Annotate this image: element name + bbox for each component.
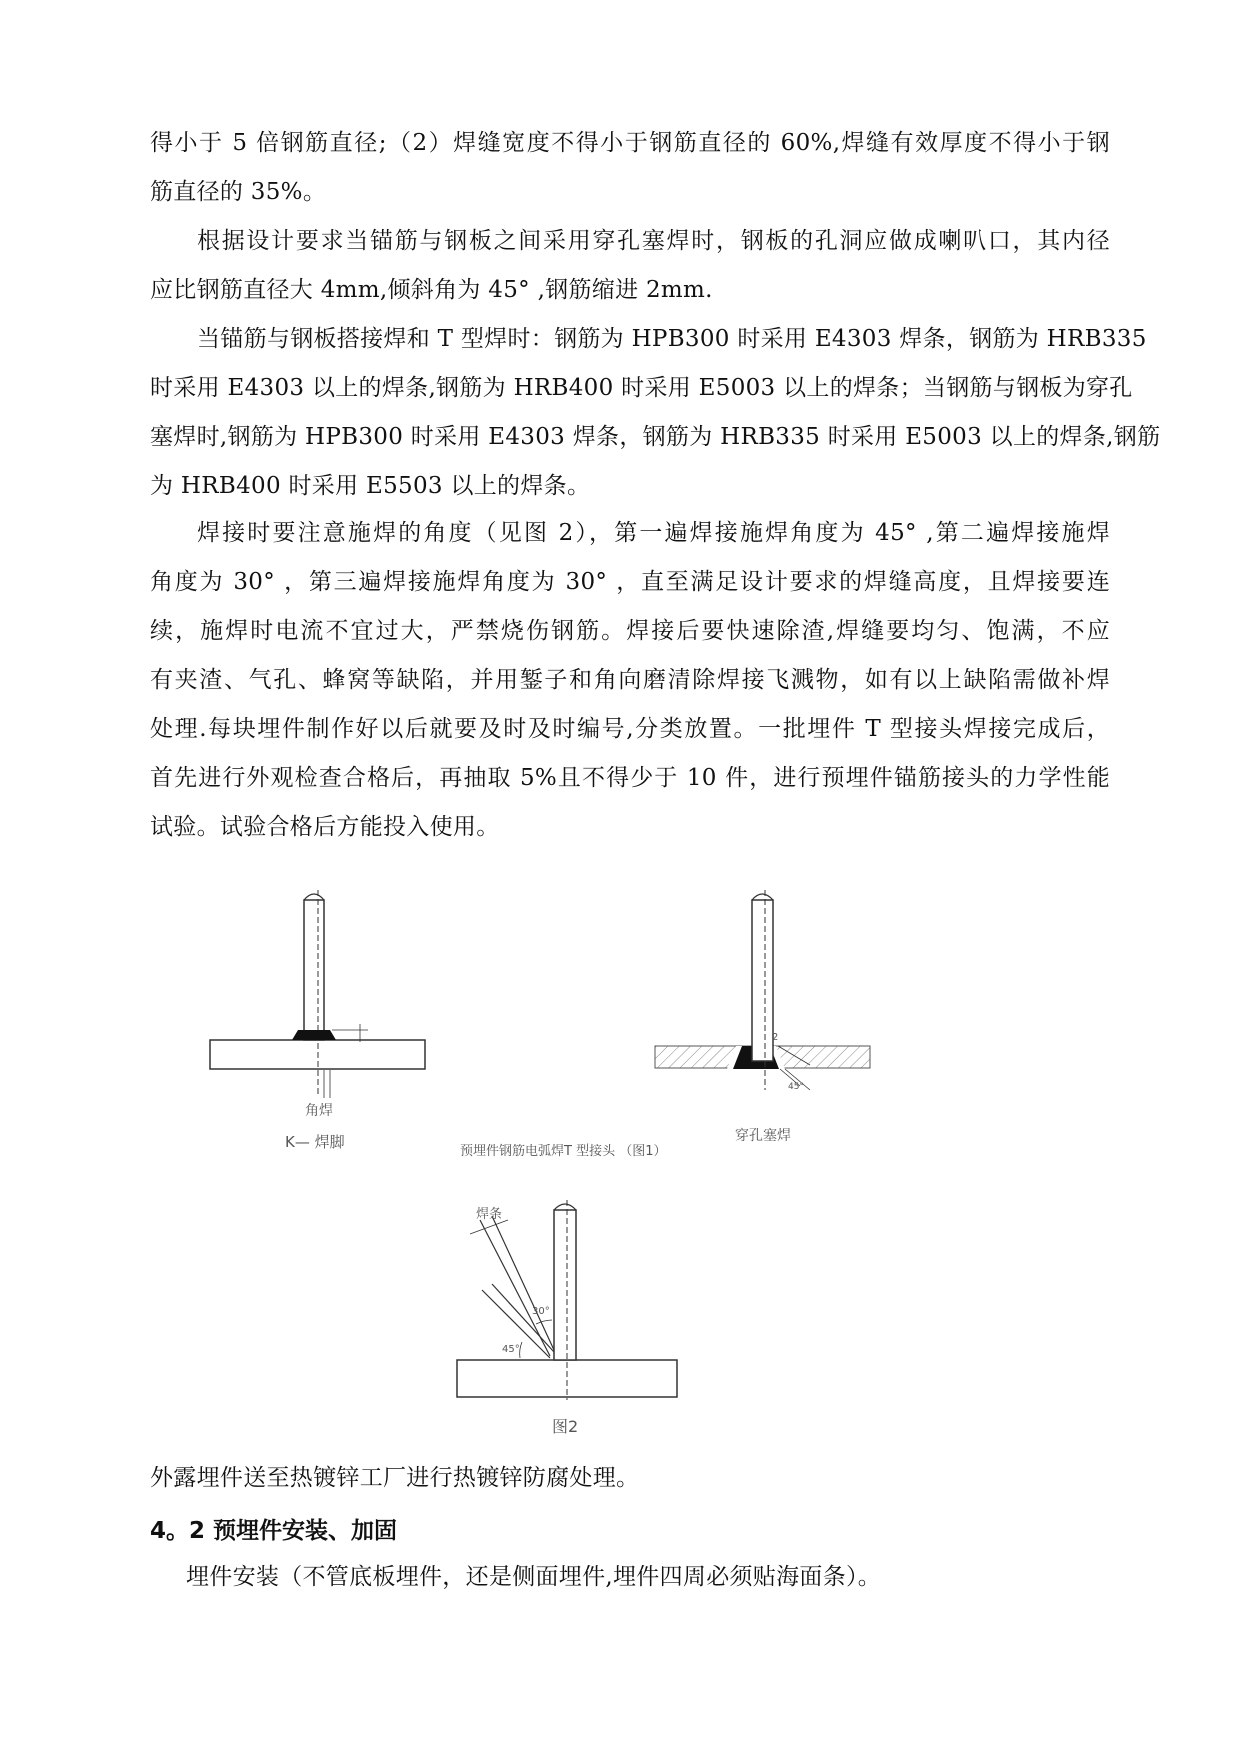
- text-line: 塞焊时,钢筋为 HPB300 时采用 E4303 焊条，钢筋为 HRB335 时采用 E5003 以上的焊条,钢筋: [150, 424, 1161, 450]
- paragraph-3: [150, 315, 1161, 511]
- text-line: 时采用 E4303 以上的焊条,钢筋为 HRB400 时采用 E5003 以上的焊条；当钢筋与钢板为穿孔: [150, 375, 1133, 401]
- paragraph-2: [150, 217, 1110, 315]
- text-line: 外露埋件送至热镀锌工厂进行热镀锌防腐处理。: [150, 1465, 640, 1491]
- text-line: 处理.每块埋件制作好以后就要及时及时编号,分类放置。一批埋件 T 型接头焊接完成后，: [150, 716, 1110, 742]
- text-line: 当锚筋与钢板搭接焊和 T 型焊时：钢筋为 HPB300 时采用 E4303 焊条，钢筋为 HRB335: [197, 326, 1147, 352]
- text-line: 埋件安装（不管底板埋件，还是侧面埋件,埋件四周必须贴海面条）。: [186, 1564, 882, 1590]
- welding-rod-label: 焊条: [476, 1207, 503, 1222]
- text-line: 试验。试验合格后方能投入使用。: [150, 814, 500, 840]
- figure-1: [200, 880, 900, 1170]
- text-line: 角度为 30° ，第三遍焊接施焊角度为 30° ，直至满足设计要求的焊缝高度，且焊接要连: [150, 569, 1110, 595]
- text-line: 根据设计要求当锚筋与钢板之间采用穿孔塞焊时，钢板的孔洞应做成喇叭口，其内径: [197, 228, 1110, 254]
- fillet-weld-drawing: [210, 890, 425, 1151]
- figure-1-caption: 预埋件钢筋电弧焊T 型接头 （图1）: [460, 1144, 667, 1159]
- paragraph-4: [150, 509, 1110, 852]
- text-line: 续，施焊时电流不宜过大，严禁烧伤钢筋。焊接后要快速除渣,焊缝要均匀、饱满，不应: [150, 618, 1110, 644]
- text-line: 筋直径的 35%。: [150, 179, 327, 205]
- text-line: 焊接时要注意施焊的角度（见图 2），第一遍焊接施焊角度为 45° ,第二遍焊接施焊: [197, 520, 1110, 546]
- text-line: 有夹渣、气孔、蜂窝等缺陷，并用錾子和角向磨清除焊接飞溅物，如有以上缺陷需做补焊: [150, 667, 1110, 693]
- paragraph-6: [150, 1553, 1110, 1602]
- weld-leg-legend: K— 焊脚: [285, 1133, 345, 1151]
- plug-weld-drawing: [655, 890, 870, 1144]
- angle-45-label: 45°: [502, 1344, 520, 1355]
- paragraph-1: [150, 119, 1110, 217]
- text-line: 首先进行外观检查合格后，再抽取 5%且不得少于 10 件，进行预埋件锚筋接头的力学性能: [150, 765, 1110, 791]
- fillet-weld-label: 角焊: [305, 1103, 333, 1119]
- paragraph-5: [150, 1454, 1110, 1503]
- section-heading: 4。2 预埋件安装、加固: [150, 1518, 398, 1544]
- text-line: 应比钢筋直径大 4mm,倾斜角为 45° ,钢筋缩进 2mm.: [150, 277, 713, 303]
- figure-2-caption: 图2: [552, 1417, 579, 1436]
- plug-angle-label: 45°: [788, 1082, 804, 1092]
- figure-2: [440, 1200, 700, 1440]
- plug-depth-label: 2: [772, 1032, 779, 1043]
- plug-weld-label: 穿孔塞焊: [735, 1128, 791, 1144]
- text-line: 为 HRB400 时采用 E5503 以上的焊条。: [150, 473, 591, 499]
- angle-30-label: 30°: [532, 1306, 550, 1317]
- text-line: 得小于 5 倍钢筋直径;（2）焊缝宽度不得小于钢筋直径的 60%,焊缝有效厚度不得小于钢: [150, 130, 1110, 156]
